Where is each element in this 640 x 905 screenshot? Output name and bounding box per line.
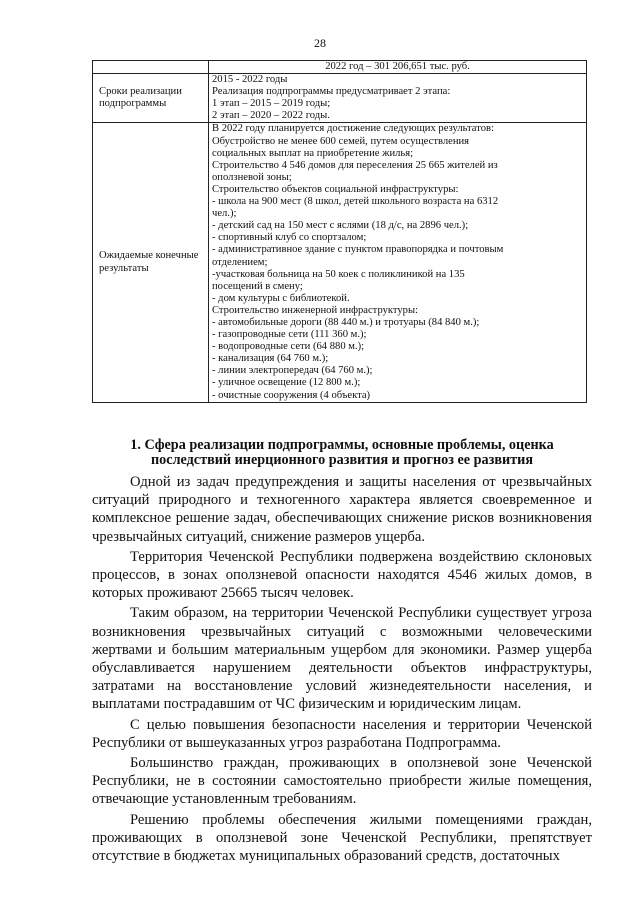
result-line: Строительство объектов социальной инфраструктуры: — [212, 183, 459, 195]
result-line: - канализация (64 760 м.); — [212, 353, 329, 365]
funding-cell — [209, 61, 587, 74]
result-line: В 2022 году планируется достижение следующих результатов: — [212, 123, 494, 135]
result-line: оползневой зоны; — [212, 171, 292, 183]
timeline-label: Сроки реализации подпрограммы — [93, 74, 209, 123]
result-line: - административное здание с пунктом правопорядка и почтовым — [212, 244, 504, 256]
result-line: - спортивный клуб со спортзалом; — [212, 232, 367, 244]
empty-label-cell — [93, 61, 209, 74]
funding-row — [93, 61, 587, 74]
result-line: -участковая больница на 50 коек с поликлиникой на 135 — [212, 268, 465, 280]
result-line: Обустройство не менее 600 семей, путем осуществления — [212, 135, 470, 147]
result-line: - дом культуры с библиотекой. — [212, 292, 350, 304]
paragraph: Таким образом, на территории Чеченской Республики существует угроза возникновения чрезвычайных ситуаций с возможными человеческими жертвами и большим материальным ущербом для экономики. Размер ущерба обуславливается нарушением деятельности объектов инфраструктуры, затратами на восстановление условий жизнедеятельности населения, и выплатами пострадавшим от ЧС физическим и юридическим лицам. — [92, 605, 592, 713]
page-number: 28 — [314, 36, 326, 50]
result-line: - газопроводные сети (111 360 м.); — [212, 329, 367, 341]
result-line: - водопроводные сети (64 880 м.); — [212, 341, 365, 353]
timeline-line: Реализация подпрограммы предусматривает 2 этапа: — [212, 86, 451, 98]
timeline-row — [93, 74, 587, 123]
paragraph: Решению проблемы обеспечения жилыми помещениями граждан, проживающих в оползневой зоне Чеченской Республики, препятствует отсутствие в бюджетах муниципальных образований средств, достаточных — [92, 811, 592, 865]
result-line: - автомобильные дороги (88 440 м.) и тротуары (84 840 м.); — [212, 316, 480, 328]
results-row — [93, 123, 587, 402]
result-line: - уличное освещение (12 800 м.); — [212, 377, 361, 389]
paragraph: Территория Чеченской Республики подвержена воздействию склоновых процессов, в зонах оползневой опасности находятся 4546 жилых домов, в которых проживают 25665 тысяч человек. — [92, 548, 592, 602]
timeline-line: 2015 - 2022 годы — [212, 74, 288, 86]
results-label: Ожидаемые конечные результаты — [93, 123, 209, 402]
result-line: - очистные сооружения (4 объекта) — [212, 389, 371, 401]
result-line: Строительство 4 546 домов для переселения 25 665 жителей из — [212, 159, 498, 171]
paragraph: Одной из задач предупреждения и защиты населения от чрезвычайных ситуаций природного и техногенного характера является своевременное и комплексное решение задач, обеспечивающих снижение рисков возникновения чрезвычайных ситуаций, снижение размеров ущерба. — [92, 474, 592, 545]
result-line: посещений в смену; — [212, 280, 303, 292]
result-line: отделением; — [212, 256, 268, 268]
subprogram-passport-table — [92, 60, 587, 403]
body-text — [92, 473, 592, 865]
result-line: Строительство инженерной инфраструктуры: — [212, 304, 419, 316]
result-line: чел.); — [212, 208, 237, 220]
result-line: - линии электропередач (64 760 м.); — [212, 365, 373, 377]
results-cell — [209, 123, 587, 402]
section-heading: 1. Сфера реализации подпрограммы, основные проблемы, оценка последствий инерционного развития и прогноз ее развития — [130, 437, 554, 468]
timeline-line: 1 этап – 2015 – 2019 годы; — [212, 98, 331, 110]
timeline-cell — [209, 74, 587, 123]
paragraph: Большинство граждан, проживающих в оползневой зоне Чеченской Республики, не в состоянии самостоятельно приобрести жилые помещения, отвечающие установленным требованиям. — [92, 755, 592, 808]
paragraph: С целью повышения безопасности населения и территории Чеченской Республики от вышеуказанных угроз разработана Подпрограмма. — [92, 716, 592, 751]
funding-2022-line: 2022 год – 301 206,651 тыс. руб. — [325, 61, 470, 72]
timeline-line: 2 этап – 2020 – 2022 годы. — [212, 110, 330, 122]
result-line: социальных выплат на приобретение жилья; — [212, 147, 414, 159]
result-line: - детский сад на 150 мест с яслями (18 д/с, на 2896 чел.); — [212, 220, 469, 232]
result-line: - школа на 900 мест (8 школ, детей школьного возраста на 6312 — [212, 196, 499, 208]
